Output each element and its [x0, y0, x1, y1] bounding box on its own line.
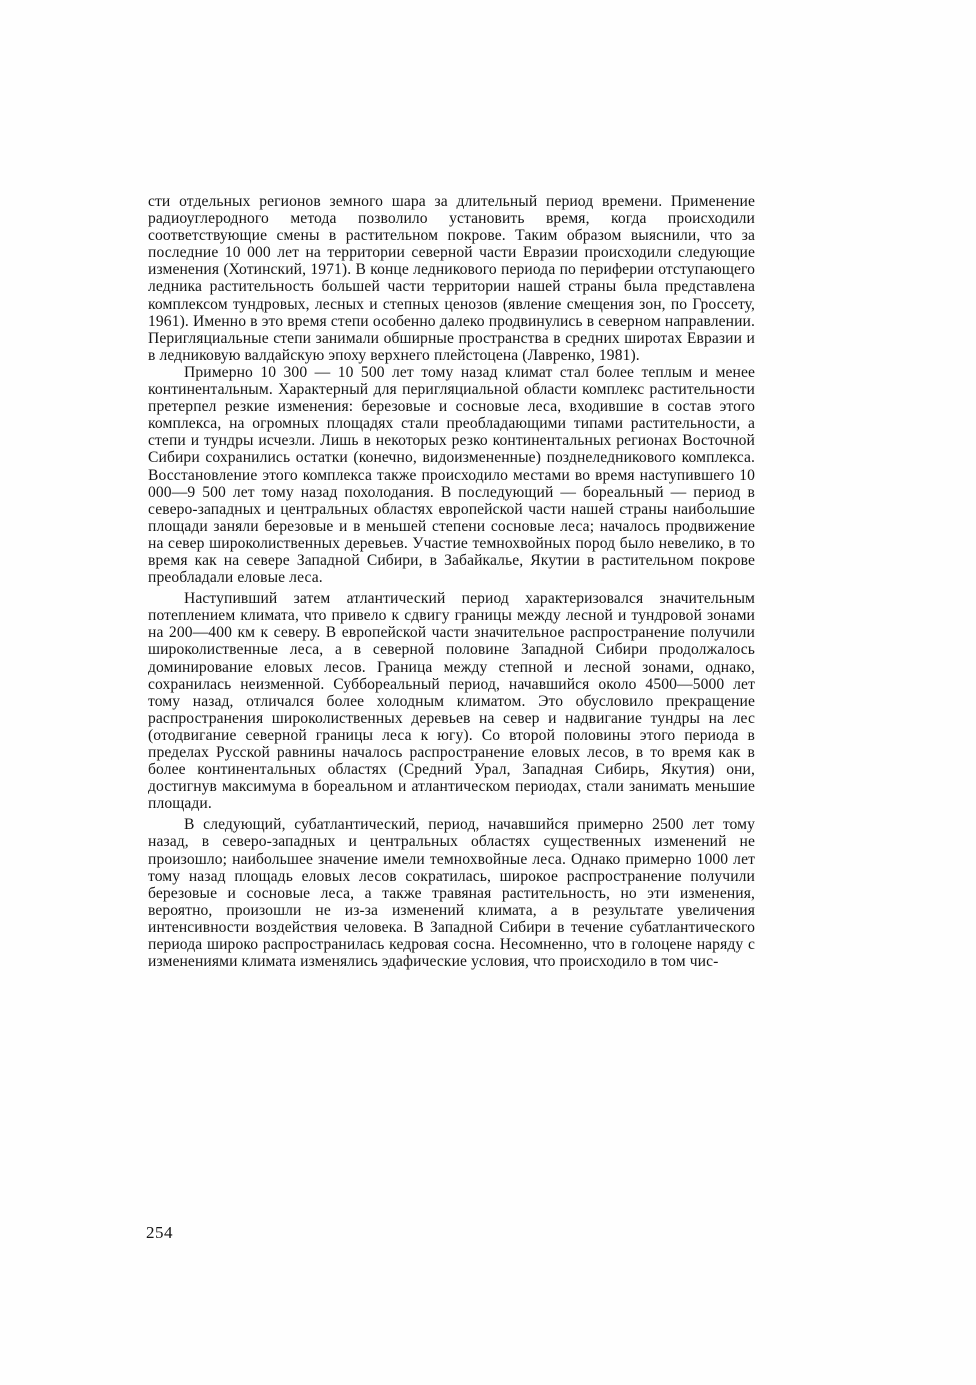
- paragraph-subatlantic-period: В следующий, субатлантический, период, начавшийся примерно 2500 лет тому назад, в северо-западных и центральных областях существенных изменений не произошло; наибольшее значение имели темнохвойные леса. Однако примерно 1000 лет тому назад площадь еловых лесов сократилась, широкое распространение получили березовые и сосновые леса, а также травяная растительность, но эти изменения, вероятно, произошли не из-за изменений климата, а в результате увеличения интенсивности воздействия человека. В Западной Сибири в течение субатлантического периода широко распространилась кедровая сосна. Несомненно, что в голоцене наряду с изменениями климата изменялись эдафические условия, что происходило в том чис-: [148, 816, 755, 971]
- paragraph-atlantic-period: Наступивший затем атлантический период характеризовался значительным потеплением климата, что привело к сдвигу границы между лесной и тундровой зонами на 200—400 км к северу. В европейской части значительное распространение получили широколиственные леса, а в северной половине Западной Сибири продолжалось доминирование еловых лесов. Граница между степной и лесной зонами, однако, сохранилась неизменной. Суббореальный период, начавшийся около 4500—5000 лет тому назад, отличался более холодным климатом. Это обусловило прекращение распространения широколиственных деревьев на север и надвигание тундры на лес (отодвигание северной границы леса к югу). Со второй половины этого периода в пределах Русской равнины началось распространение еловых лесов, в то время как в более континентальных областях (Средний Урал, Западная Сибирь, Якутия) они, достигнув максимума в бореальном и атлантическом периодах, стали занимать меньшие площади.: [148, 590, 755, 813]
- page-number: 254: [146, 1223, 173, 1242]
- paragraph-continuation: сти отдельных регионов земного шара за длительный период времени. Применение радиоуглеродного метода позволило установить время, когда происходили соответствующие смены в растительном покрове. Таким образом выяснили, что за последние 10 000 лет на территории северной части Евразии происходили следующие изменения (Хотинский, 1971). В конце ледникового периода по периферии отступающего ледника растительность большей части территории нашей страны была представлена комплексом тундровых, лесных и степных ценозов (явление смещения зон, по Гроссету, 1961). Именно в это время степи особенно далеко продвинулись в северном направлении. Перигляциальные степи занимали обширные пространства в средних широтах Евразии и в ледниковую валдайскую эпоху верхнего плейстоцена (Лавренко, 1981).: [148, 193, 755, 364]
- body-text: [148, 193, 755, 970]
- paragraph-holocene-warming: Примерно 10 300 — 10 500 лет тому назад климат стал более теплым и менее континентальным. Характерный для перигляциальной области комплекс растительности претерпел резкие изменения: березовые и сосновые леса, входившие в состав этого комплекса, на огромных площадях стали преобладающими типами растительности, а степи и тундры исчезли. Лишь в некоторых резко континентальных регионах Восточной Сибири сохранились остатки (конечно, видоизмененные) позднеледникового комплекса. Восстановление этого комплекса также происходило местами во время наступившего 10 000—9 500 лет тому назад похолодания. В последующий — бореальный — период в северо-западных и центральных областях европейской части нашей страны наибольшие площади заняли березовые и в меньшей степени сосновые леса; началось продвижение на север широколиственных деревьев. Участие темнохвойных пород было невелико, в то время как на севере Западной Сибири, в Забайкалье, Якутии в растительном покрове преобладали еловые леса.: [148, 363, 755, 587]
